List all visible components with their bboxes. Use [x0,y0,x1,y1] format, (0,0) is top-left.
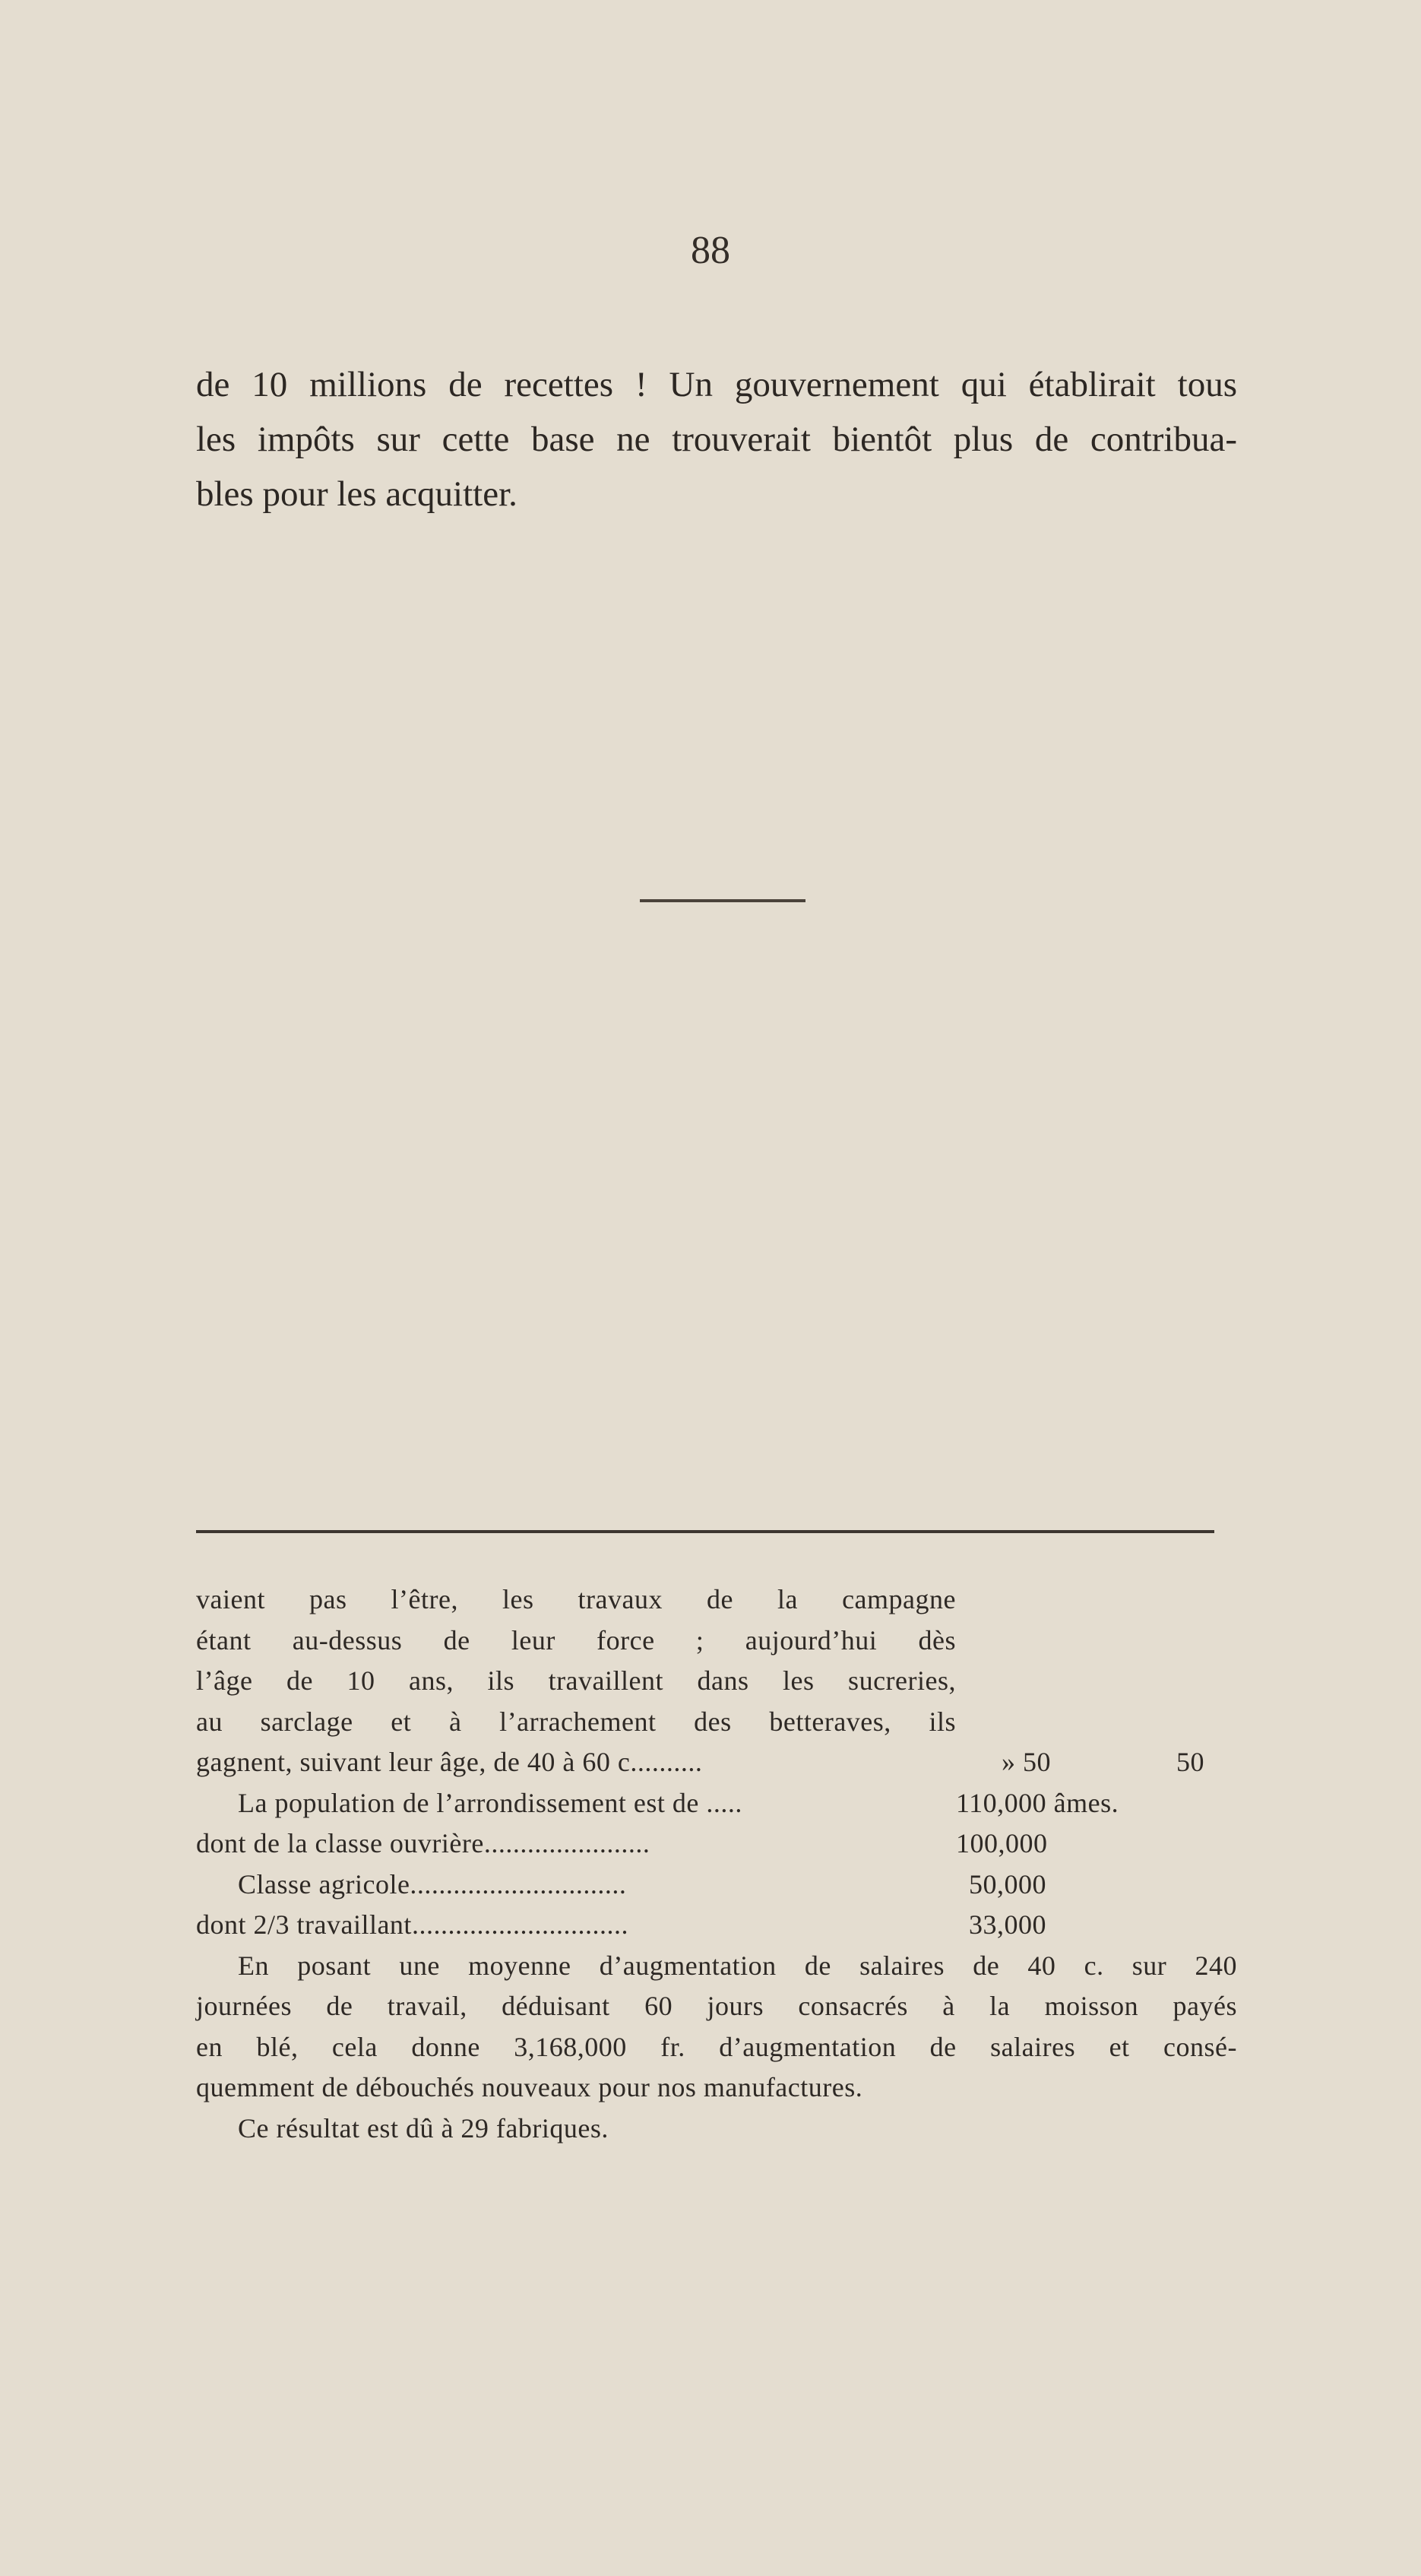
footnote-line: journées de travail, déduisant 60 jours consacrés à la moisson payés [196,1991,1237,2021]
stat-value: 33,000 [969,1909,1046,1940]
stat-row [196,1823,1237,1865]
footnote-line: vaient pas l’être, les travaux de la campagne [196,1584,956,1614]
stat-label: La population de l’arrondissement est de ..... [238,1787,742,1818]
wage-row [196,1742,1237,1783]
body-paragraph [196,357,1237,521]
stat-label: dont 2/3 travaillant.............................. [196,1909,628,1940]
footnote-line: en blé, cela donne 3,168,000 fr. d’augmentation de salaires et consé- [196,2031,1237,2062]
footnote-line: étant au-dessus de leur force ; aujourd’hui dès [196,1624,956,1656]
wage-value-1: » 50 [1002,1747,1051,1777]
body-line: bles pour les acquitter. [196,474,517,514]
wage-value-2: 50 [1176,1747,1204,1777]
stat-row [196,1783,1237,1824]
page-number: 88 [691,229,730,272]
stat-value: 100,000 [956,1828,1048,1858]
footnote-paragraph [196,1946,1237,2150]
stat-row [196,1905,1237,1946]
footnote-rule [196,1530,1214,1533]
stat-label: Classe agricole.............................. [238,1868,627,1900]
footnote-intro [196,1580,956,1742]
stat-label: dont de la classe ouvrière....................... [196,1828,650,1858]
footnote-line: l’âge de 10 ans, ils travaillent dans les sucreries, [196,1665,956,1696]
wage-label: gagnent, suivant leur âge, de 40 à 60 c.......... [196,1747,703,1777]
footnote-line: En posant une moyenne d’augmentation de salaires de 40 c. sur 240 [238,1950,1237,1981]
footnote-line: quemment de débouchés nouveaux pour nos manufactures. [196,2072,863,2102]
body-line: de 10 millions de recettes ! Un gouvernement qui établirait tous [196,365,1237,404]
section-divider [640,899,805,902]
stat-value: 110,000 âmes. [956,1787,1119,1818]
footnote-line: au sarclage et à l’arrachement des betteraves, ils [196,1706,956,1737]
footnote [196,1580,1237,2149]
stat-row [196,1865,1237,1906]
footnote-closing: Ce résultat est dû à 29 fabriques. [238,2112,609,2143]
body-line: les impôts sur cette base ne trouverait bientôt plus de contribua- [196,420,1237,459]
stat-value: 50,000 [969,1868,1046,1900]
